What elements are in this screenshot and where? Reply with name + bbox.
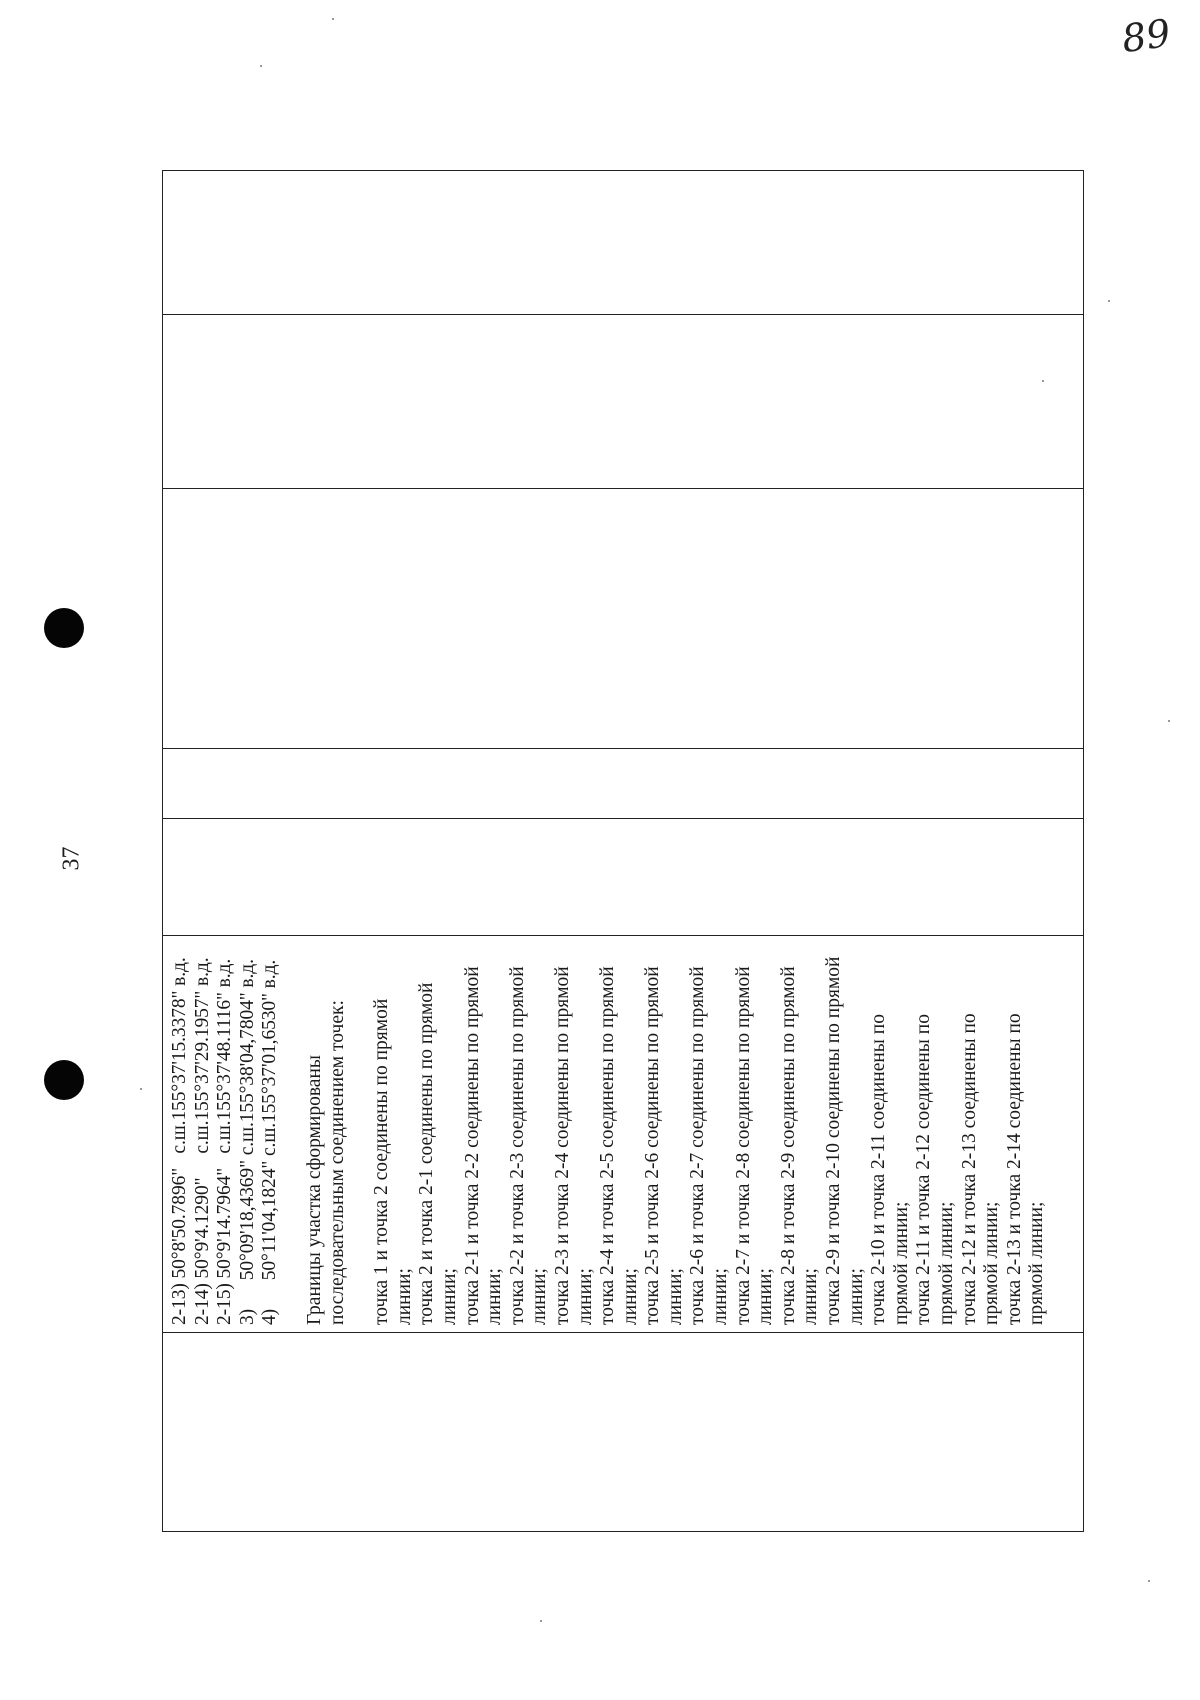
scan-speck	[140, 1088, 142, 1090]
rotated-text-block	[163, 936, 1085, 1333]
table-row-empty	[163, 171, 1083, 315]
connection-line: точка 2-13 и точка 2-14 соединены по	[1003, 1013, 1025, 1325]
connection-line: точка 2-8 и точка 2-9 соединены по прямой	[777, 966, 799, 1325]
connection-line: линии;	[574, 1268, 596, 1325]
punch-hole	[44, 608, 84, 648]
scan-speck	[332, 18, 334, 20]
boundary-heading-line: последовательным соединением точек:	[326, 1000, 348, 1325]
coordinate-line: 4) 50°11'04,1824" с.ш.155°37'01,6530" в.д.	[259, 959, 281, 1325]
connection-line: линии;	[619, 1268, 641, 1325]
table-row-empty	[163, 489, 1083, 749]
connection-line: прямой линии;	[981, 1201, 1003, 1325]
connection-line: линии;	[755, 1268, 777, 1325]
table-row-boundary-description	[163, 936, 1083, 1333]
scan-speck	[1108, 300, 1110, 302]
connection-line: линии;	[664, 1268, 686, 1325]
connection-line: прямой линии;	[890, 1201, 912, 1325]
table-row-empty	[163, 1333, 1083, 1531]
connection-line: точка 2-1 и точка 2-2 соединены по прямой	[461, 966, 483, 1325]
connections-list	[371, 942, 1049, 1325]
connection-line: точка 2-7 и точка 2-8 соединены по прямой	[732, 966, 754, 1325]
scan-speck	[1168, 720, 1170, 722]
table-row-empty	[163, 819, 1083, 936]
connection-line: точка 2-11 и точка 2-12 соединены по	[913, 1014, 935, 1325]
coordinate-line: 2-13) 50°8'50.7896" с.ш.155°37'15.3378" в.д.	[169, 957, 190, 1325]
connection-line: линии;	[438, 1268, 460, 1325]
coordinate-line: 3) 50°09'18,4369" с.ш.155°38'04,7804" в.д.	[236, 959, 258, 1325]
scan-speck	[1148, 1580, 1150, 1582]
connection-line: точка 2-4 и точка 2-5 соединены по прямой	[597, 966, 619, 1325]
connection-line: точка 2-5 и точка 2-6 соединены по прямой	[642, 966, 664, 1325]
handwritten-page-number: 89	[1119, 10, 1174, 62]
table-row-empty	[163, 749, 1083, 819]
boundary-heading-line: Границы участка сформированы	[303, 1055, 325, 1325]
connection-line: линии;	[484, 1268, 506, 1325]
coordinate-line: 2-14) 50°9'4.1290" с.ш.155°37'29.1957" в.д.	[191, 957, 213, 1325]
table-row-empty	[163, 315, 1083, 489]
page-number: 37	[58, 846, 85, 871]
connection-line: точка 2-2 и точка 2-3 соединены по прямой	[506, 966, 528, 1325]
connection-line: прямой линии;	[936, 1201, 957, 1325]
coordinate-line: 2-15) 50°9'14.7964" с.ш.155°37'48.1116" в.д.	[214, 958, 236, 1325]
connection-line: линии;	[800, 1268, 822, 1325]
connection-line: линии;	[845, 1268, 867, 1325]
connection-line: точка 2 и точка 2-1 соединены по прямой	[416, 982, 438, 1325]
connection-line: точка 2-3 и точка 2-4 соединены по прямой	[551, 966, 573, 1325]
connection-line: точка 2-9 и точка 2-10 соединены по прямой	[823, 956, 845, 1325]
connection-line: прямой линии;	[1026, 1201, 1048, 1325]
connection-line: точка 2-12 и точка 2-13 соединены по	[958, 1013, 980, 1325]
document-table	[162, 170, 1084, 1532]
connection-line: точка 2-6 и точка 2-7 соединены по прямой	[687, 966, 709, 1325]
connection-line: точка 2-10 и точка 2-11 соединены по	[868, 1014, 890, 1325]
connection-line: линии;	[393, 1268, 415, 1325]
connection-line: точка 1 и точка 2 соединены по прямой	[371, 998, 393, 1325]
scan-speck	[260, 65, 262, 67]
punch-hole	[44, 1060, 84, 1100]
scan-speck	[540, 1620, 542, 1622]
connection-line: линии;	[710, 1268, 732, 1325]
connection-line: линии;	[529, 1268, 551, 1325]
